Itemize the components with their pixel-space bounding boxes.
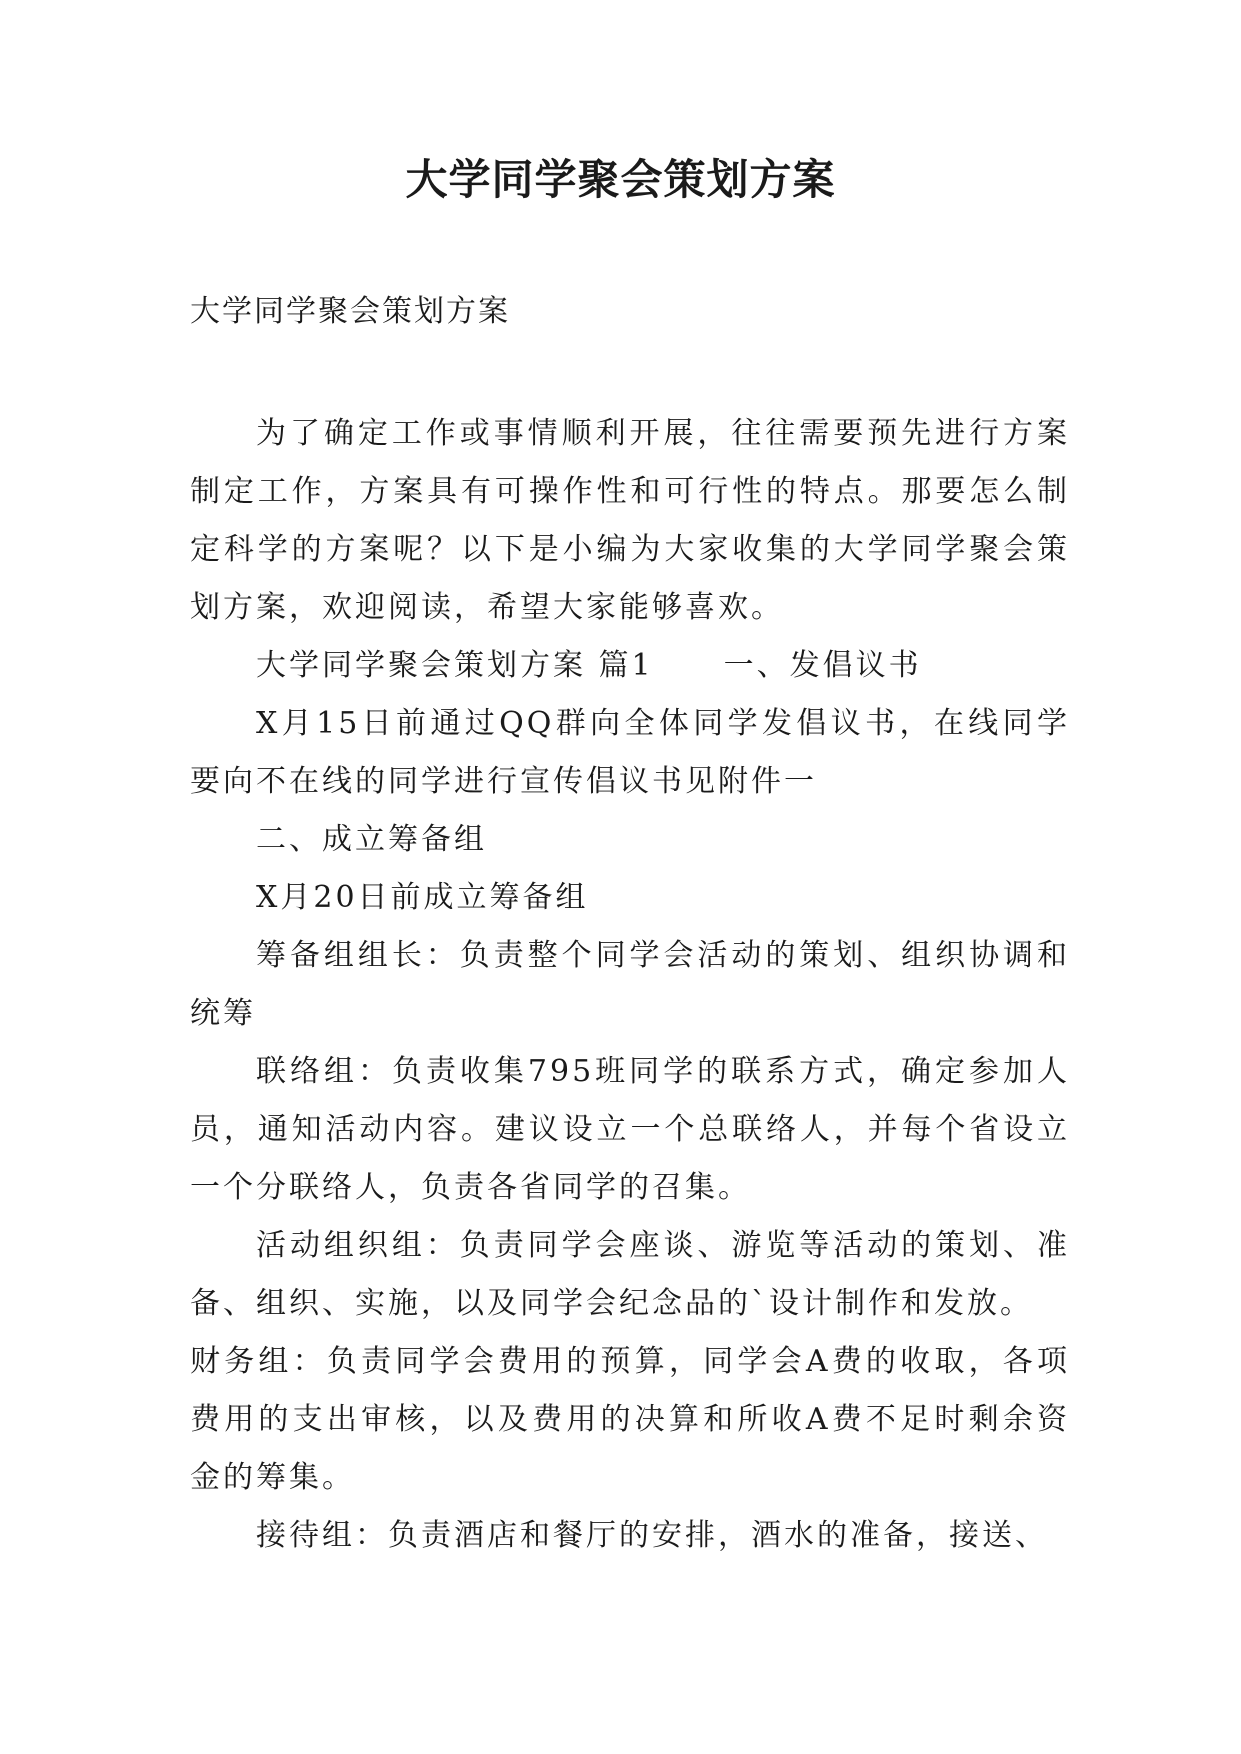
- paragraph-leader: 筹备组组长：负责整个同学会活动的策划、组织协调和统筹: [190, 938, 1070, 1031]
- document-title: 大学同学聚会策划方案: [405, 155, 836, 204]
- section-label: 大学同学聚会策划方案 篇1: [256, 648, 654, 683]
- paragraph-liaison: 联络组：负责收集795班同学的联系方式，确定参加人员，通知活动内容。建议设立一个总联络人，并每个省设立一个分联络人，负责各省同学的召集。: [190, 1054, 1070, 1205]
- document-body: [190, 405, 1070, 1565]
- paragraph-section-heading: [190, 637, 1070, 695]
- paragraph-intro: 为了确定工作或事情顺利开展，往往需要预先进行方案制定工作，方案具有可操作性和可行性的特点。那要怎么制定科学的方案呢？以下是小编为大家收集的大学同学聚会策划方案，欢迎阅读，希望大家能够喜欢。: [190, 416, 1070, 625]
- section-heading-1: 一、发倡议书: [723, 648, 922, 683]
- paragraph-reception: 接待组：负责酒店和餐厅的安排，酒水的准备，接送、: [256, 1518, 1048, 1553]
- document-subtitle: 大学同学聚会策划方案: [190, 294, 510, 329]
- paragraph-activities: 活动组织组：负责同学会座谈、游览等活动的策划、准备、组织、实施，以及同学会纪念品的`设计制作和发放。: [190, 1228, 1070, 1321]
- paragraph-finance: 财务组：负责同学会费用的预算，同学会A费的收取，各项费用的支出审核，以及费用的决算和所收A费不足时剩余资金的筹集。: [190, 1344, 1070, 1495]
- section-heading-2: 二、成立筹备组: [256, 822, 487, 857]
- paragraph-committee-date: X月20日前成立筹备组: [256, 880, 589, 915]
- paragraph-proposal: X月15日前通过QQ群向全体同学发倡议书，在线同学要向不在线的同学进行宣传倡议书见附件一: [190, 706, 1070, 799]
